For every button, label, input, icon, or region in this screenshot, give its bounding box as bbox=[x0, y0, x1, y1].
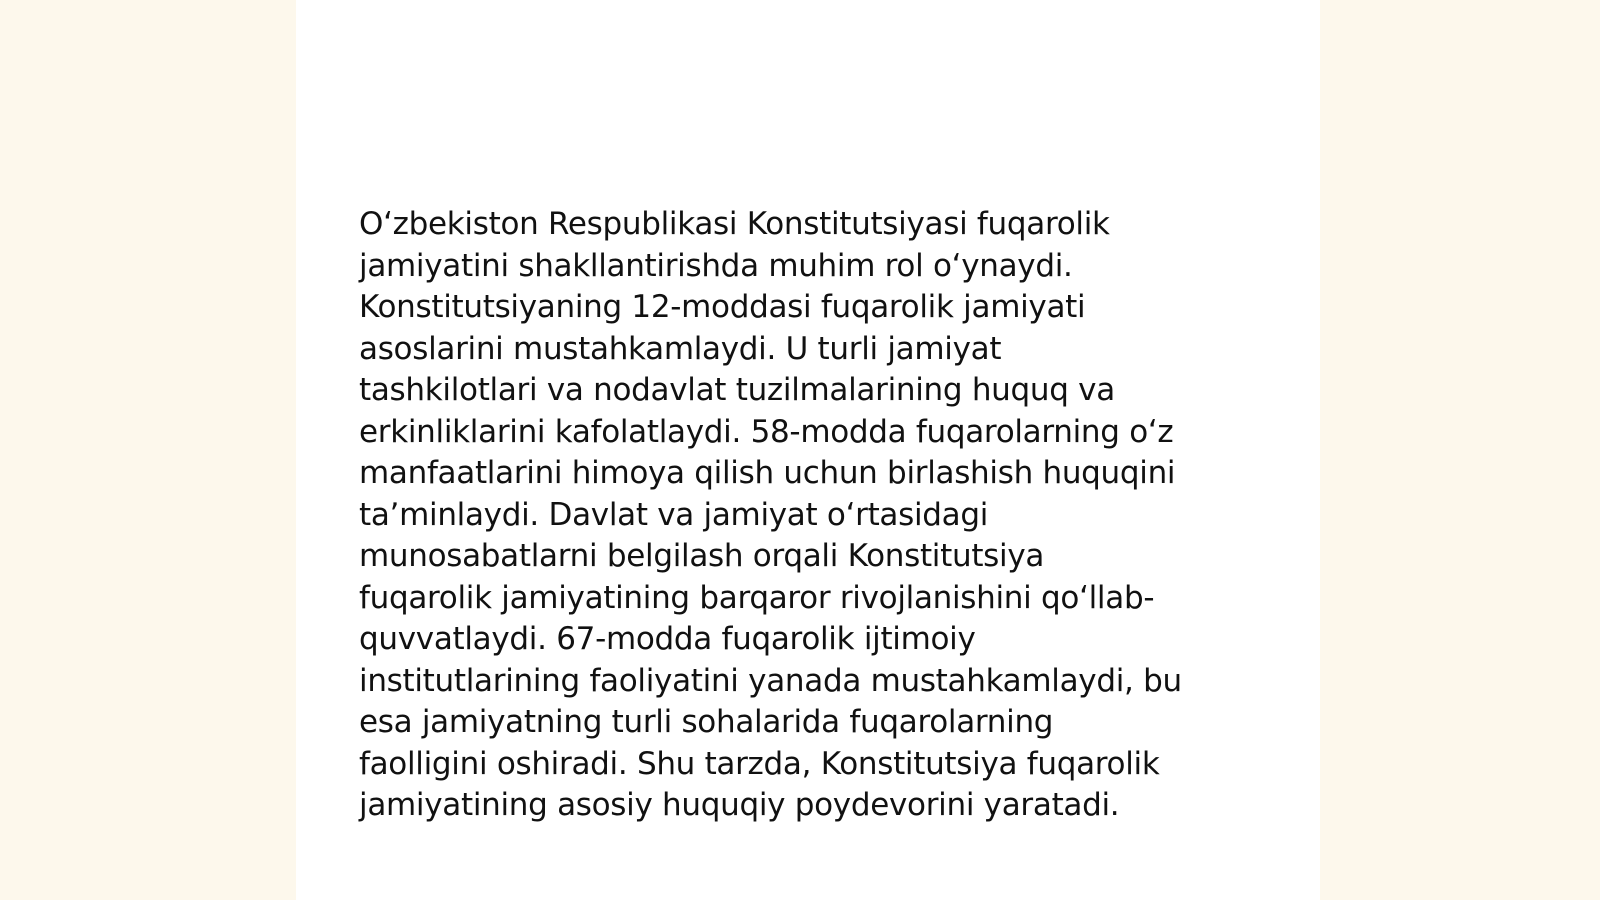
paragraph-line: faolligini oshiradi. Shu tarzda, Konstitutsiya fuqarolik bbox=[359, 745, 1160, 782]
document-page bbox=[296, 0, 1320, 900]
paragraph-line: ta’minlaydi. Davlat va jamiyat o‘rtasidagi bbox=[359, 496, 989, 533]
paragraph-line: jamiyatining asosiy huquqiy poydevorini yaratadi. bbox=[359, 787, 1120, 823]
paragraph-line: jamiyatini shakllantirishda muhim rol o‘ynaydi. bbox=[359, 247, 1073, 284]
paragraph-line: Konstitutsiyaning 12-moddasi fuqarolik jamiyati bbox=[359, 289, 1086, 325]
paragraph-line: erkinliklarini kafolatlaydi. 58-modda fuqarolarning o‘z bbox=[359, 413, 1174, 450]
paragraph-line: manfaatlarini himoya qilish uchun birlashish huquqini bbox=[359, 455, 1176, 491]
paragraph-line: O‘zbekiston Respublikasi Konstitutsiyasi fuqarolik bbox=[359, 206, 1110, 242]
paragraph-line: institutlarining faoliyatini yanada mustahkamlaydi, bu bbox=[359, 662, 1182, 699]
paragraph-line: quvvatlaydi. 67-modda fuqarolik ijtimoiy bbox=[359, 621, 976, 657]
paragraph-line: fuqarolik jamiyatining barqaror rivojlanishini qo‘llab- bbox=[359, 579, 1155, 616]
paragraph-line: esa jamiyatning turli sohalarida fuqarolarning bbox=[359, 704, 1054, 740]
body-paragraph bbox=[359, 204, 1259, 827]
paragraph-line: munosabatlarni belgilash orqali Konstitutsiya bbox=[359, 538, 1045, 574]
paragraph-line: tashkilotlari va nodavlat tuzilmalarining huquq va bbox=[359, 372, 1115, 408]
paragraph-line: asoslarini mustahkamlaydi. U turli jamiyat bbox=[359, 330, 1002, 367]
